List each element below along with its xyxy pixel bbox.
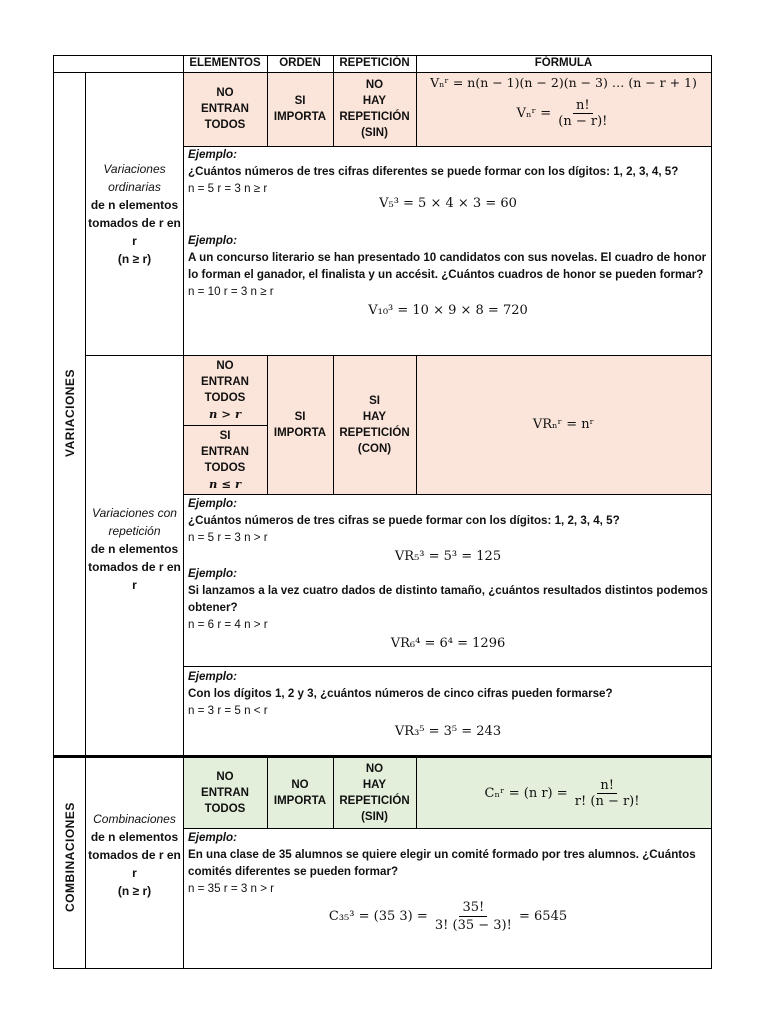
example-params: n = 5 r = 3 n > r — [188, 531, 268, 544]
numerator: 35! — [459, 899, 487, 917]
section-variaciones: VARIACIONES — [63, 369, 77, 457]
comb-label — [86, 810, 183, 900]
text: SI — [294, 410, 306, 423]
header-formula: FÓRMULA — [534, 57, 593, 69]
text: NO — [216, 87, 234, 99]
text: NO — [291, 779, 309, 791]
grid-line — [416, 55, 417, 146]
var-ord-formula — [416, 72, 711, 146]
var-rep-example-1 — [188, 495, 708, 565]
grid-line — [53, 72, 712, 73]
example-params: n = 3 r = 5 n < r — [188, 704, 268, 717]
var-ord-repeticion — [333, 72, 416, 146]
text: HAY — [362, 779, 387, 791]
fraction — [432, 899, 515, 934]
var-ord-label-italic: Variaciones ordinarias — [103, 162, 166, 194]
var-ord-formula-factorial — [416, 98, 711, 129]
text: (CON) — [357, 442, 392, 455]
text: REPETICIÓN — [339, 111, 410, 123]
fraction — [555, 98, 610, 129]
var-rep-label-rest: de n elementos tomados de r en r — [88, 542, 181, 592]
comb-orden — [267, 758, 333, 828]
grid-line — [416, 758, 417, 828]
comb-formula — [416, 758, 711, 828]
text: (SIN) — [361, 811, 388, 823]
example-params: n = 35 r = 3 n > r — [188, 882, 275, 895]
example-heading: Ejemplo: — [188, 234, 237, 247]
var-rep-formula — [416, 355, 711, 494]
lhs: Cₙʳ = (n r) = — [484, 785, 568, 801]
text: IMPORTA — [273, 426, 327, 439]
grid-line — [183, 146, 712, 147]
value: = 6545 — [519, 909, 568, 924]
example-result: VR₅³ = 5³ = 125 — [394, 549, 502, 564]
example-question: A un concurso literario se han presentado 10 candidatos con sus novelas. El cuadro de honor lo forman el ganador, el finalista y un accésit. ¿Cuántos cuadros de honor se pueden formar? — [188, 251, 707, 281]
example-heading: Ejemplo: — [188, 831, 237, 844]
lhs: Vₙʳ = — [516, 106, 552, 121]
text: REPETICIÓN — [339, 795, 410, 807]
grid-line — [333, 758, 334, 828]
text: HAY — [362, 95, 387, 107]
var-rep-example-2 — [188, 565, 708, 652]
text: IMPORTA — [273, 111, 327, 123]
text: NO — [365, 79, 384, 91]
var-rep-repeticion — [333, 355, 416, 494]
section-combinaciones: COMBINACIONES — [63, 802, 77, 912]
example-question: Si lanzamos a la vez cuatro dados de distinto tamaño, ¿cuántos resultados distintos podemos obtener? — [188, 584, 708, 614]
denominator: (n − r)! — [558, 114, 608, 129]
var-ord-condition: (n ≥ r) — [117, 252, 152, 266]
text: ENTRAN — [201, 787, 249, 799]
example-result — [188, 899, 708, 934]
formula-text — [485, 778, 643, 809]
grid-line — [711, 55, 712, 969]
header-elementos: ELEMENTOS — [189, 57, 261, 69]
var-ord-example-2 — [188, 232, 708, 319]
var-ord-example-1 — [188, 146, 708, 212]
grid-line — [416, 355, 417, 494]
text: TODOS — [204, 461, 246, 474]
example-question: ¿Cuántos números de tres cifras se puede formar con los dígitos: 1, 2, 3, 4, 5? — [188, 514, 620, 527]
condition: n ≤ r — [208, 476, 242, 491]
comb-condition: (n ≥ r) — [117, 884, 152, 898]
grid-line — [333, 355, 334, 494]
fraction — [572, 778, 643, 809]
comb-label-rest: de n elementos tomados de r en r — [88, 830, 181, 880]
grid-line — [183, 494, 712, 495]
grid-line — [53, 55, 54, 969]
grid-line — [85, 72, 86, 969]
example-result: VR₆⁴ = 6⁴ = 1296 — [390, 636, 506, 651]
grid-line — [53, 968, 712, 969]
var-rep-label — [86, 504, 183, 594]
text: NO — [365, 763, 384, 775]
grid-line — [267, 758, 268, 828]
text: NO — [216, 771, 234, 783]
var-rep-elementos-b — [183, 425, 267, 494]
example-result: VR₃⁵ = 3⁵ = 243 — [394, 724, 502, 739]
text: ENTRAN — [201, 445, 249, 458]
var-rep-example-3 — [188, 668, 708, 740]
var-ord-formula-product: Vₙʳ = n(n − 1)(n − 2)(n − 3) … (n − r + 1) — [430, 75, 697, 90]
grid-line — [183, 425, 267, 426]
comb-example-1 — [188, 829, 708, 934]
example-question: ¿Cuántos números de tres cifras diferentes se puede formar con los dígitos: 1, 2, 3, 4, 5? — [188, 165, 679, 178]
example-question: En una clase de 35 alumnos se quiere elegir un comité formado por tres alumnos. ¿Cuántos comités diferentes se pueden formar? — [188, 848, 696, 878]
example-result: V₅³ = 5 × 4 × 3 = 60 — [379, 196, 517, 211]
denominator: r! (n − r)! — [574, 793, 640, 809]
text: ENTRAN — [201, 103, 249, 115]
grid-line — [183, 666, 712, 667]
var-ord-label-rest: de n elementos tomados de r en r — [88, 198, 181, 248]
var-ord-label — [86, 160, 183, 268]
numerator: n! — [573, 98, 593, 114]
var-rep-elementos-a — [183, 355, 267, 425]
text: SI — [294, 95, 306, 107]
numerator: n! — [597, 778, 617, 794]
text: SI — [219, 429, 231, 442]
text: SI — [369, 394, 380, 407]
example-params: n = 5 r = 3 n ≥ r — [188, 182, 268, 195]
denominator: 3! (35 − 3)! — [434, 918, 512, 933]
text: TODOS — [204, 119, 246, 131]
text: REPETICIÓN — [339, 426, 410, 439]
example-result: V₁₀³ = 10 × 9 × 8 = 720 — [368, 303, 528, 318]
lhs: C₃₅³ = (35 3) = — [328, 909, 428, 924]
text: HAY — [362, 410, 387, 423]
text: TODOS — [204, 803, 246, 815]
text: NO — [216, 360, 234, 372]
var-rep-label-italic: Variaciones con repetición — [92, 506, 177, 538]
grid-line — [53, 55, 712, 56]
comb-label-italic: Combinaciones — [93, 812, 176, 826]
comb-elementos — [183, 758, 267, 828]
text: (SIN) — [361, 127, 388, 139]
example-heading: Ejemplo: — [188, 567, 237, 580]
text: IMPORTA — [273, 795, 327, 807]
grid-line — [183, 55, 184, 969]
comb-repeticion — [333, 758, 416, 828]
text: TODOS — [204, 392, 246, 404]
formula-text: VRₙʳ = nʳ — [532, 417, 595, 432]
grid-line — [267, 55, 268, 146]
condition: n > r — [208, 407, 242, 421]
grid-line — [183, 828, 712, 829]
grid-line — [53, 755, 712, 758]
text: ENTRAN — [201, 376, 249, 388]
grid-line — [333, 55, 334, 146]
grid-line — [85, 355, 712, 356]
example-question: Con los dígitos 1, 2 y 3, ¿cuántos números de cinco cifras pueden formarse? — [188, 687, 613, 700]
var-ord-elementos — [183, 72, 267, 146]
example-params: n = 6 r = 4 n > r — [188, 618, 268, 631]
example-heading: Ejemplo: — [188, 148, 237, 161]
example-heading: Ejemplo: — [188, 670, 237, 683]
header-repeticion: REPETICIÓN — [339, 57, 410, 69]
example-params: n = 10 r = 3 n ≥ r — [188, 285, 274, 298]
header-orden: ORDEN — [279, 57, 321, 69]
example-heading: Ejemplo: — [188, 497, 237, 510]
var-ord-orden — [267, 72, 333, 146]
grid-line — [267, 355, 268, 494]
var-rep-orden — [267, 355, 333, 494]
